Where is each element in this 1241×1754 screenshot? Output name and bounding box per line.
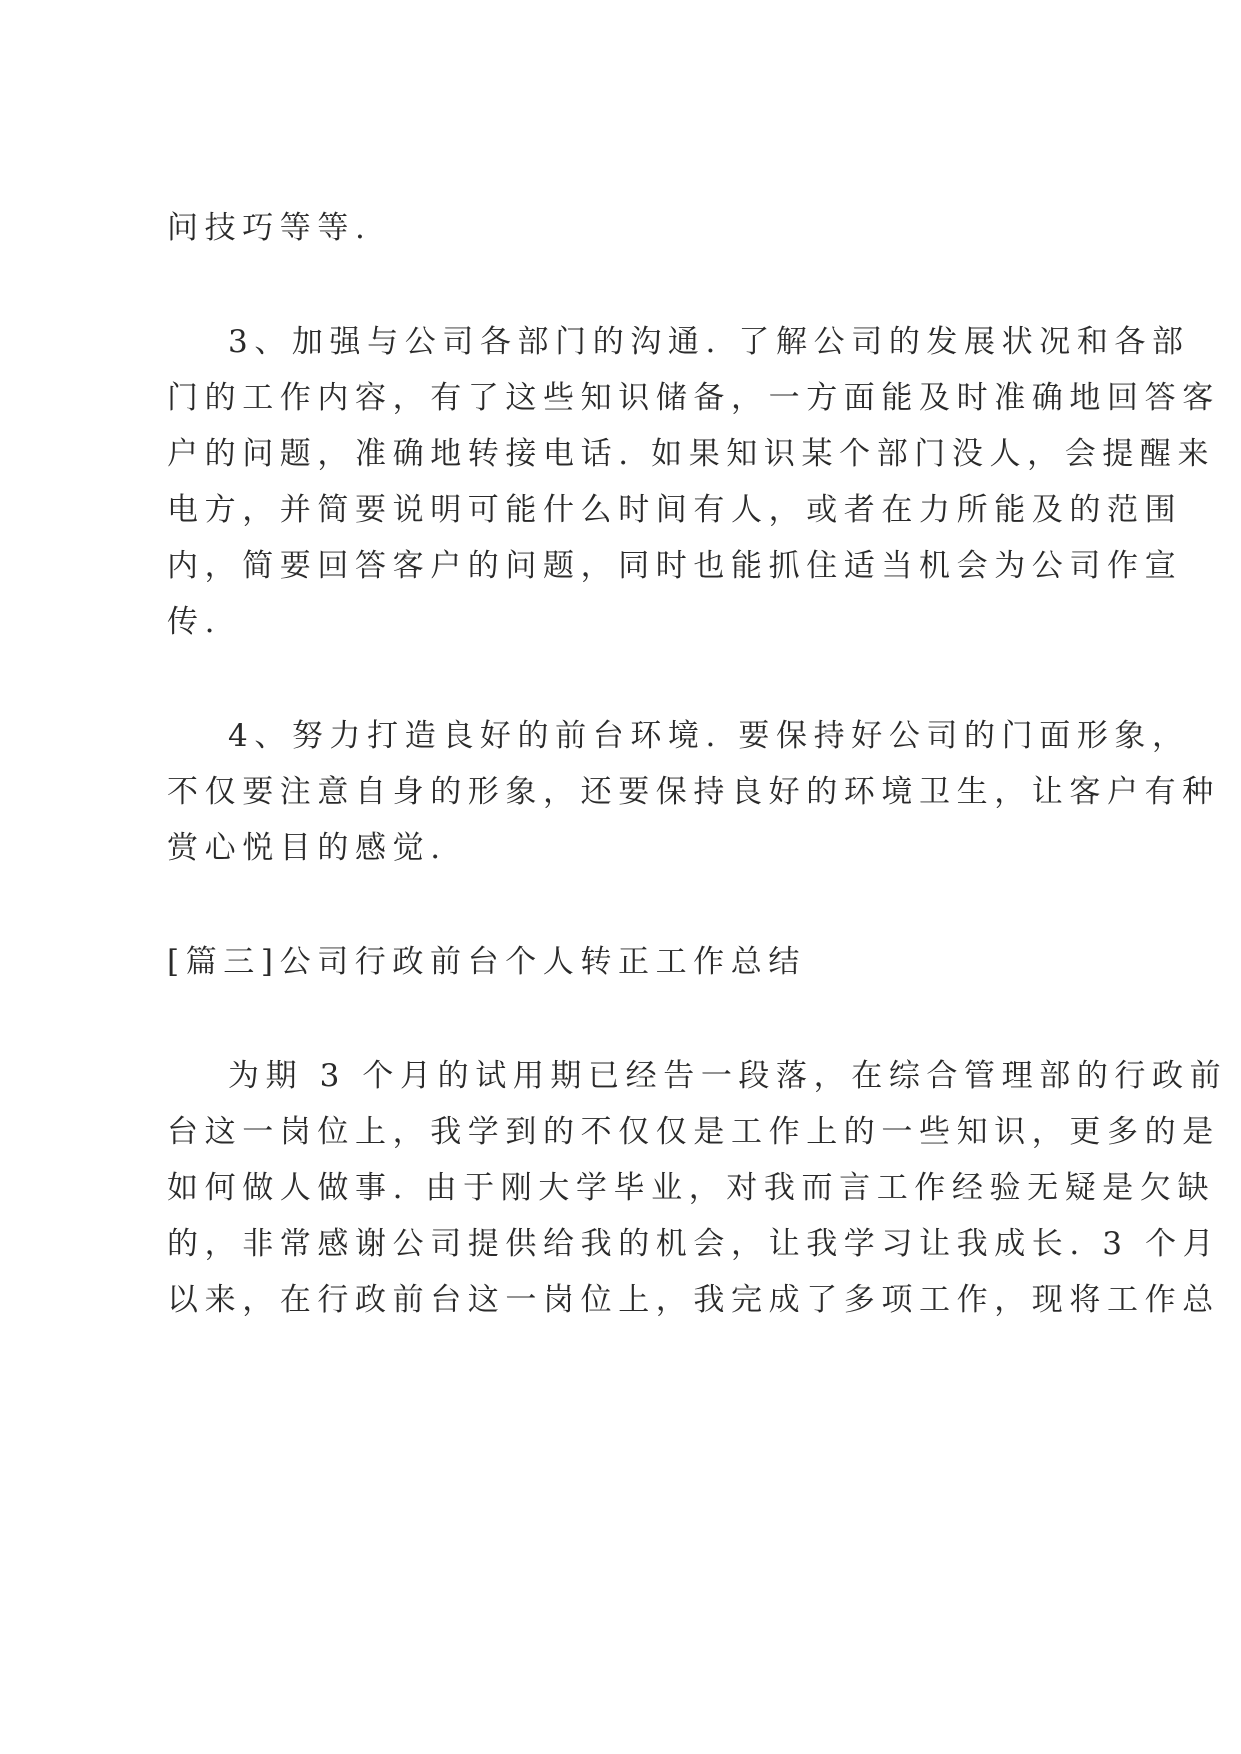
text-line: 门的工作内容，有了这些知识储备，一方面能及时准确地回答客 bbox=[167, 380, 1220, 416]
text-line: 不仅要注意自身的形象，还要保持良好的环境卫生，让客户有种 bbox=[167, 774, 1220, 810]
paragraph-fragment: 问技巧等等. bbox=[167, 210, 372, 246]
text-line: 的，非常感谢公司提供给我的机会，让我学习让我成长. 3 个月 bbox=[167, 1226, 1221, 1262]
text-line: 内，简要回答客户的问题，同时也能抓住适当机会为公司作宣 bbox=[167, 548, 1183, 584]
text-line: 3、加强与公司各部门的沟通. 了解公司的发展状况和各部 bbox=[228, 324, 1190, 360]
text-line: 赏心悦目的感觉. bbox=[167, 830, 447, 866]
text-line: 4、努力打造良好的前台环境. 要保持好公司的门面形象， bbox=[228, 718, 1190, 754]
text-line: 电方，并简要说明可能什么时间有人，或者在力所能及的范围 bbox=[167, 492, 1183, 528]
text-line: 传. bbox=[167, 604, 222, 640]
text-line: 以来，在行政前台这一岗位上，我完成了多项工作，现将工作总 bbox=[167, 1282, 1220, 1318]
section-heading: [篇三]公司行政前台个人转正工作总结 bbox=[167, 944, 806, 980]
text-line: 如何做人做事. 由于刚大学毕业，对我而言工作经验无疑是欠缺 bbox=[167, 1170, 1216, 1206]
text-line: 户的问题，准确地转接电话. 如果知识某个部门没人，会提醒来 bbox=[167, 436, 1216, 472]
text-line: 为期 3 个月的试用期已经告一段落，在综合管理部的行政前 bbox=[228, 1058, 1228, 1094]
text-line: 台这一岗位上，我学到的不仅仅是工作上的一些知识，更多的是 bbox=[167, 1114, 1220, 1150]
